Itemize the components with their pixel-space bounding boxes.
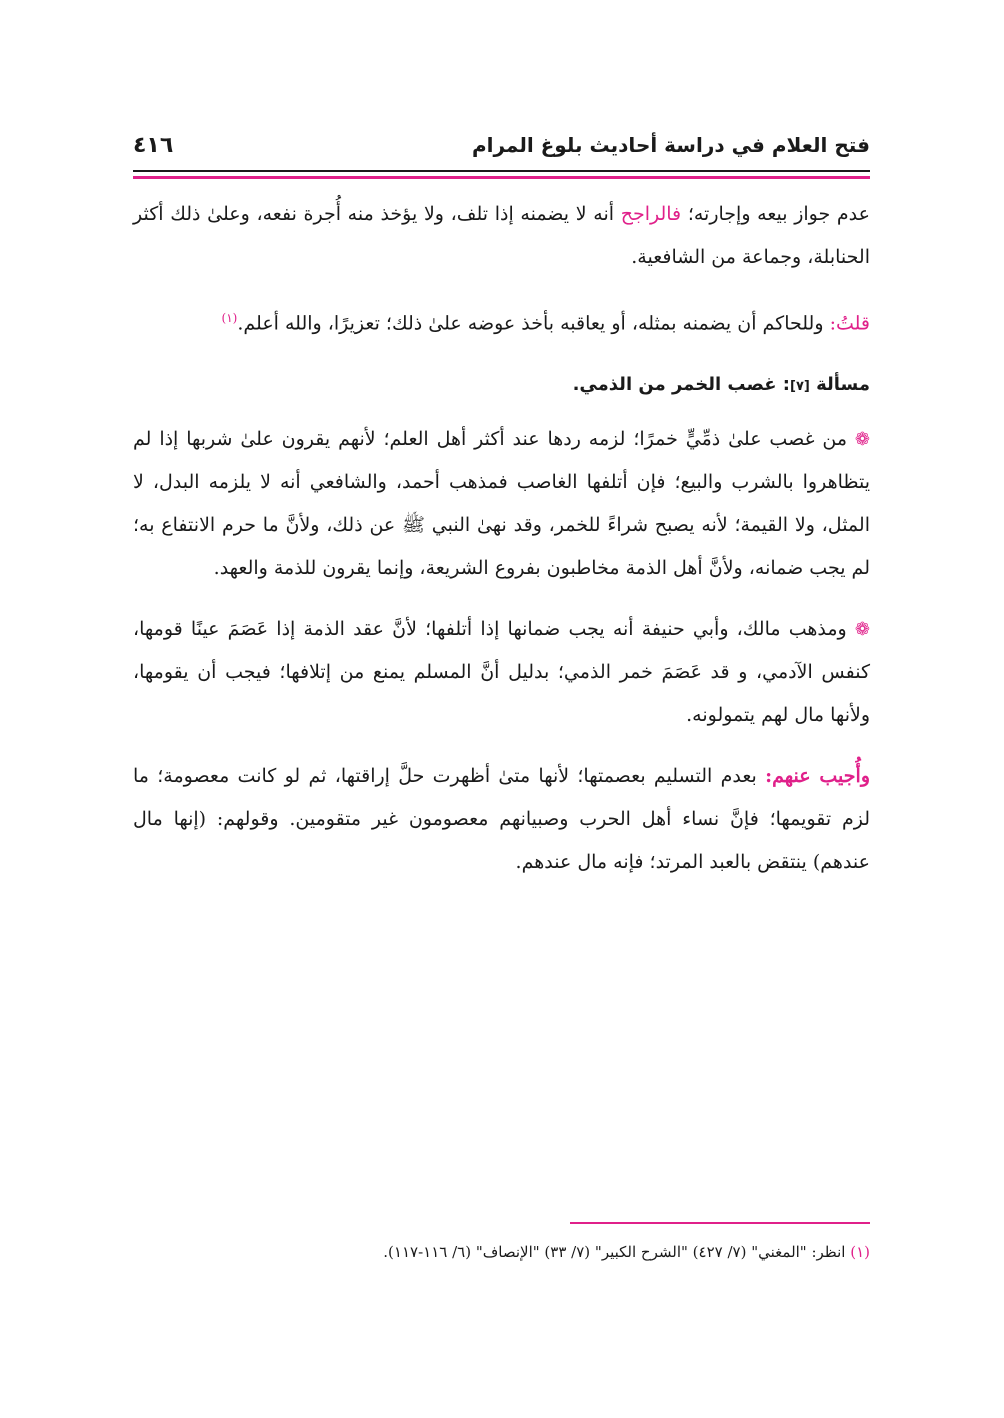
paragraph-3 (133, 418, 870, 590)
paragraph-5 (133, 755, 870, 884)
book-title: فتح العلام في دراسة أحاديث بلوغ المرام (471, 133, 870, 157)
paragraph-1 (133, 193, 870, 279)
paragraph-4-text: ومذهب مالك، وأبي حنيفة أنه يجب ضمانها إذا أتلفها؛ لأنَّ عقد الذمة إذا عَصَمَ عينًا قومها، كنفس الآدمي، و قد عَصَمَ خمر الذمي؛ بدليل أنَّ المسلم يمنع من إتلافها؛ فيجب أن يقومها، ولأنها مال لهم يتمولونه. (133, 618, 870, 727)
preferred-opinion-label: فالراجح (620, 203, 682, 225)
footnote-reference[interactable]: (١) (221, 311, 238, 325)
paragraph-4 (133, 608, 870, 737)
paragraph-5-text: بعدم التسليم بعصمتها؛ لأنها متىٰ أظهرت حلَّ إراقتها، ثم لو كانت معصومة؛ ما لزم تقويمها؛ فإنَّ نساء أهل الحرب وصبيانهم معصومون غير متقومين. وقولهم: (إنها مال عندهم) ينتقض بالعبد المرتد؛ فإنه مال عندهم. (133, 765, 870, 874)
paragraph-2-text: وللحاكم أن يضمنه بمثله، أو يعاقبه بأخذ عوضه علىٰ ذلك؛ تعزيرًا، والله أعلم. (237, 312, 830, 335)
header-rule-dark (133, 170, 870, 172)
footnote-number: (١) (850, 1243, 870, 1261)
issue-heading (133, 363, 870, 408)
paragraph-3-text: من غصب علىٰ ذمِّيٍّ خمرًا؛ لزمه ردها عند أكثر أهل العلم؛ لأنهم يقرون علىٰ شربها إذا لم يتظاهروا بالشرب والبيع؛ فإن أتلفها الغاصب فمذهب أحمد، والشافعي أنه لا يلزمه البدل، لا المثل، ولا القيمة؛ لأنه يصبح شراءً للخمر، وقد نهىٰ النبي ﷺ عن ذلك، ولأنَّ ما حرم الانتفاع به؛ لم يجب ضمانه، ولأنَّ أهل الذمة مخاطبون بفروع الشريعة، وإنما يقرون للذمة والعهد. (133, 428, 870, 580)
flower-ornament-icon: ❁ (854, 619, 870, 641)
response-label: وأُجيب عنهم: (765, 765, 870, 788)
footnote (133, 1240, 870, 1264)
header-rule-accent (133, 176, 870, 179)
footnote-text: انظر: "المغني" (٧/ ٤٢٧) "الشرح الكبير" (٧/ ٣٣) "الإنصاف" (٦/ ١١٦-١١٧). (383, 1243, 851, 1261)
flower-ornament-icon: ❁ (854, 429, 870, 451)
issue-number: [٧] (789, 379, 810, 395)
footnote-divider (570, 1222, 870, 1224)
paragraph-1-text-a: عدم جواز بيعه وإجارته؛ (681, 203, 870, 225)
issue-heading-title: : غصب الخمر من الذمي. (572, 374, 790, 396)
issue-heading-label: مسألة (809, 374, 870, 396)
page-number: ٤١٦ (133, 132, 174, 158)
author-opinion-label: قلتُ: (829, 312, 870, 335)
paragraph-2 (133, 297, 870, 345)
paragraph-1-text-b: أنه لا يضمنه إذا تلف، ولا يؤخذ منه أُجرة نفعه، وعلىٰ ذلك أكثر الحنابلة، وجماعة من الشافعية. (133, 203, 870, 268)
page-header (133, 120, 870, 170)
main-text (133, 193, 870, 902)
